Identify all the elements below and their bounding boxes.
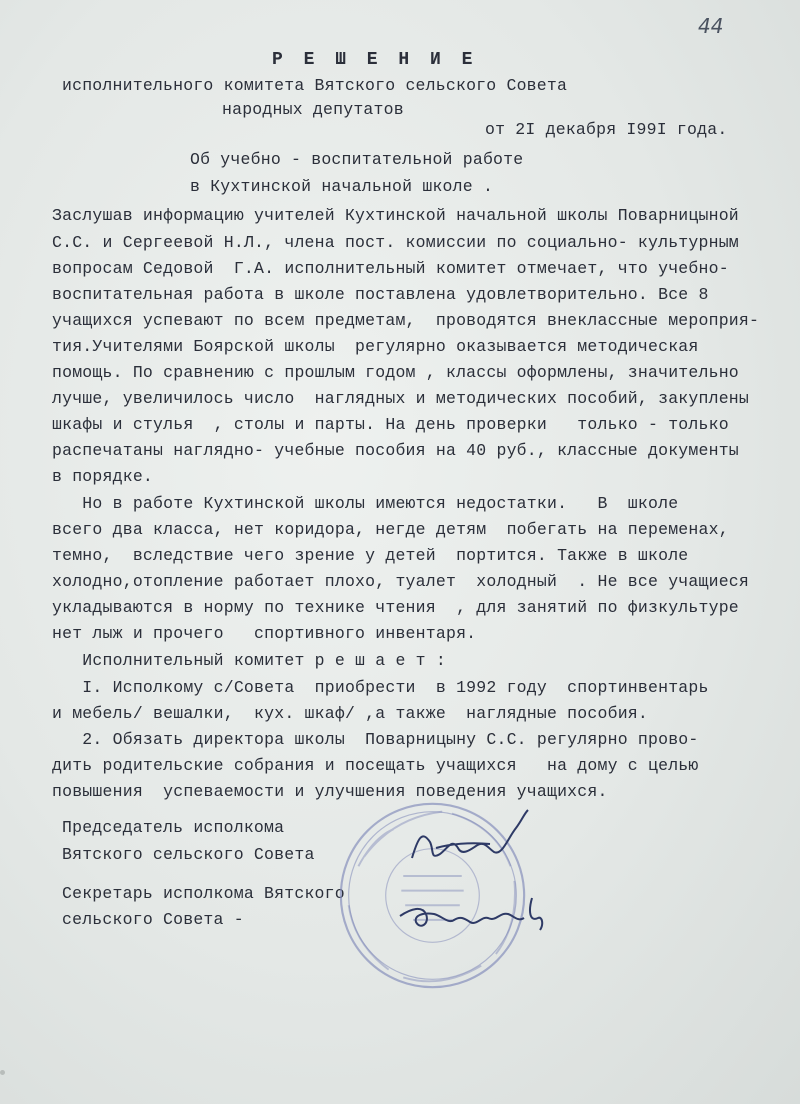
body-line: всего два класса, нет коридора, негде детям побегать на переменах, [52,520,729,539]
body-line: Заслушав информацию учителей Кухтинской начальной школы Поварницыной [52,206,739,225]
body-line: укладываются в норму по технике чтения , для занятий по физкультуре [52,598,739,617]
body-line: нет лыж и прочего спортивного инвентаря. [52,624,477,643]
body-line: распечатаны наглядно- учебные пособия на 40 руб., классные документы [52,441,739,460]
body-line: помощь. По сравнению с прошлым годом , классы оформлены, значительно [52,363,739,382]
body-line: в порядке. [52,467,154,486]
body-line: повышения успеваемости и улучшения поведения учащихся. [52,782,608,801]
chairman-signature [400,808,540,878]
body-line: Исполнительный комитет р е ш а е т : [52,651,446,670]
body-line: холодно,отопление работает плохо, туалет холодный . Не все учащиеся [52,572,750,591]
body-line: учащихся успевают по всем предметам, проводятся внеклассные мероприя- [52,311,760,330]
body-line: С.С. и Сергеевой Н.Л., члена пост. комиссии по социально- культурным [52,233,739,252]
subject-line-1: Об учебно - воспитательной работе [190,150,524,169]
secretary-title-line-2: сельского Совета - [62,910,244,929]
header-line-1: исполнительного комитета Вятского сельского Совета [62,76,568,95]
page-number: 44 [698,14,724,38]
secretary-title-line-1: Секретарь исполкома Вятского [62,884,345,903]
body-line: темно, вследствие чего зрение у детей портится. Также в школе [52,546,689,565]
body-line: Но в работе Кухтинской школы имеются недостатки. В школе [52,494,679,513]
document-date: от 2I декабря I99I года. [485,120,728,139]
body-line: вопросам Седовой Г.А. исполнительный комитет отмечает, что учебно- [52,259,729,278]
document-title: Р Е Ш Е Н И Е [272,50,478,70]
punch-mark [0,1070,5,1075]
subject-line-2: в Кухтинской начальной школе . [190,177,494,196]
body-line: лучше, увеличилось число наглядных и методических пособий, закуплены [52,389,750,408]
chairman-title-line-1: Председатель исполкома [62,818,285,837]
body-line: тия.Учителями Боярской школы регулярно оказывается методическая [52,337,699,356]
body-line: воспитательная работа в школе поставлена удовлетворительно. Все 8 [52,285,709,304]
body-line: и мебель/ вешалки, кух. шкаф/ ,а также наглядные пособия. [52,704,648,723]
secretary-signature [392,878,552,948]
body-line: I. Исполкому с/Совета приобрести в 1992 году спортинвентарь [52,678,709,697]
body-line: дить родительские собрания и посещать учащихся на дому с целью [52,756,699,775]
body-line: 2. Обязать директора школы Поварницыну С.С. регулярно прово- [52,730,699,749]
chairman-title-line-2: Вятского сельского Совета [62,845,315,864]
header-line-2: народных депутатов [222,100,404,119]
body-line: шкафы и стулья , столы и парты. На день проверки только - только [52,415,729,434]
